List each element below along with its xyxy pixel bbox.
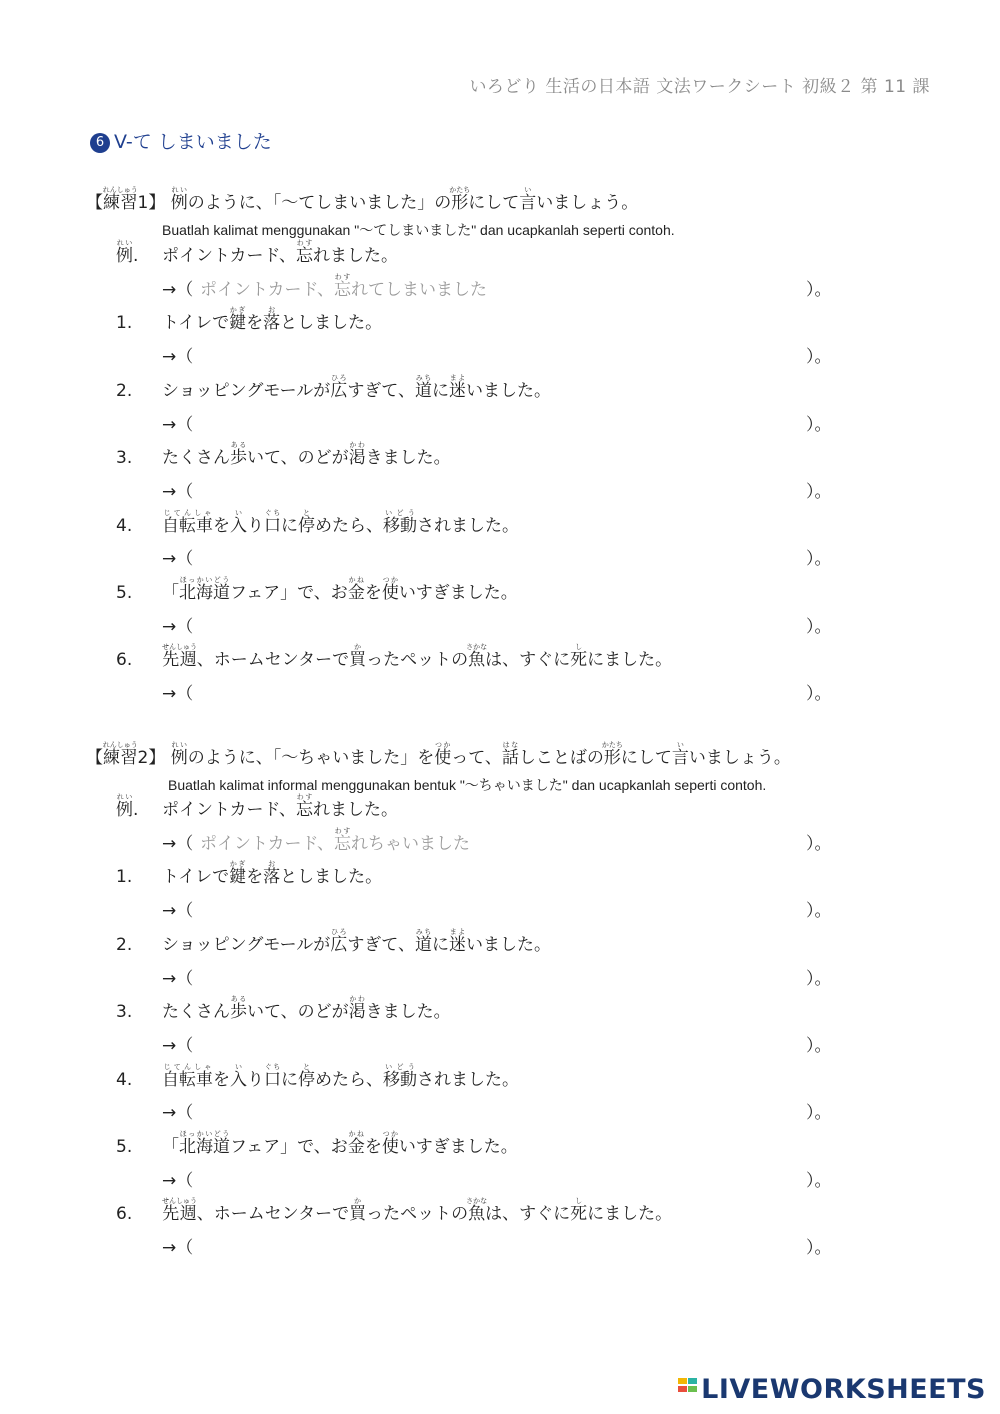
question-sentence: 先週せんしゅう、ホームセンターで買かったペットの魚さかなは、すぐに死しにました。 (162, 1197, 673, 1225)
question-sentence: トイレで鍵かぎを落おとしました。 (162, 860, 383, 888)
example-answer: ポイントカード、忘わすれてしまいました (200, 272, 487, 300)
exercise2-answer-row-1 (0, 893, 1000, 923)
exercise2-question-3 (0, 994, 1000, 1024)
worksheet-header: いろどり 生活の日本語 文法ワークシート 初級２ 第 11 課 (469, 77, 930, 97)
arrow-open: →（ (162, 1238, 194, 1259)
question-number: 1. (116, 867, 133, 888)
liveworksheets-logo: LIVEWORKSHEETS (678, 1374, 986, 1405)
question-sentence: 自転車じてんしゃを入いり口ぐちに停とめたら、移動いどうされました。 (162, 508, 519, 536)
exercise1-answer-row-5 (0, 609, 1000, 639)
exercise1-question-5 (0, 575, 1000, 605)
answer-blank[interactable] (200, 415, 790, 435)
exercise1-answer-row-1 (0, 339, 1000, 369)
question-number: 6. (116, 650, 133, 671)
section-number-badge: 6 (90, 133, 110, 153)
close-paren: ）。 (806, 1238, 832, 1259)
close-paren: ）。 (806, 1170, 832, 1191)
question-sentence: ショッピングモールが広ひろすぎて、道みちに迷まよいました。 (162, 927, 551, 955)
exercise1-answer-row-3 (0, 474, 1000, 504)
answer-blank[interactable] (200, 969, 790, 989)
question-number: 6. (116, 1204, 133, 1225)
exercise1-subtitle: Buatlah kalimat menggunakan "～てしまいました" dan ucapkanlah seperti contoh. (162, 222, 675, 238)
exercise1-example-answer-row (0, 272, 1000, 302)
exercise2-question-2 (0, 927, 1000, 957)
arrow-open: →（ (162, 549, 194, 570)
example-label: 例れい. (116, 793, 139, 820)
arrow-open: →（ (162, 684, 194, 705)
exercise1-question-1 (0, 305, 1000, 335)
question-number: 4. (116, 1069, 133, 1090)
close-paren: ）。 (806, 549, 832, 570)
question-number: 2. (116, 380, 133, 401)
close-paren: ）。 (806, 968, 832, 989)
exercise1-question-6 (0, 642, 1000, 672)
arrow-open: →（ (162, 833, 194, 854)
example-sentence: ポイントカード、忘わすれました。 (162, 239, 398, 266)
section-title (90, 127, 272, 154)
question-number: 1. (116, 313, 133, 334)
arrow-open: →（ (162, 1035, 194, 1056)
exercise2-answer-row-5 (0, 1163, 1000, 1193)
question-number: 5. (116, 1137, 133, 1157)
answer-blank[interactable] (200, 549, 790, 569)
exercise2-subtitle: Buatlah kalimat informal menggunakan bentuk "～ちゃいました" dan ucapkanlah seperti contoh. (168, 777, 767, 793)
close-paren: ）。 (806, 1103, 832, 1124)
answer-blank[interactable] (200, 1103, 790, 1123)
answer-blank[interactable] (200, 1171, 790, 1191)
exercise1-question-4 (0, 508, 1000, 538)
exercise2-answer-row-3 (0, 1028, 1000, 1058)
question-number: 4. (116, 515, 133, 536)
question-sentence: 「北海道ほっかいどうフェア」で、お金かねを使つかいすぎました。 (162, 576, 518, 603)
question-sentence: 先週せんしゅう、ホームセンターで買かったペットの魚さかなは、すぐに死しにました。 (162, 643, 673, 671)
exercise2-question-1 (0, 859, 1000, 889)
answer-blank[interactable] (200, 1036, 790, 1056)
exercise2-answer-row-6 (0, 1230, 1000, 1260)
example-label: 例れい. (116, 239, 139, 266)
arrow-open: →（ (162, 1103, 194, 1124)
example-sentence: ポイントカード、忘わすれました。 (162, 793, 398, 820)
question-number: 3. (116, 448, 133, 469)
close-paren: ）。 (806, 481, 832, 502)
answer-blank[interactable] (200, 482, 790, 502)
close-paren: ）。 (806, 1035, 832, 1056)
logo-blocks-icon (678, 1378, 698, 1400)
exercise2-question-5 (0, 1129, 1000, 1159)
exercise2-question-4 (0, 1062, 1000, 1092)
question-sentence: たくさん歩あるいて、のどが渇かわきました。 (162, 441, 451, 469)
arrow-open: →（ (162, 279, 194, 300)
exercise1-answer-row-6 (0, 676, 1000, 706)
exercise2-answer-row-4 (0, 1095, 1000, 1125)
answer-blank[interactable] (200, 1238, 790, 1258)
arrow-open: →（ (162, 414, 194, 435)
answer-blank[interactable] (200, 901, 790, 921)
question-number: 5. (116, 583, 133, 603)
close-paren: ）。 (806, 901, 832, 922)
close-paren: ）。 (806, 616, 832, 637)
close-paren: ）。 (806, 347, 832, 368)
question-number: 2. (116, 934, 133, 955)
exercise2-answer-row-2 (0, 961, 1000, 991)
question-sentence: トイレで鍵かぎを落おとしました。 (162, 306, 383, 334)
close-paren: ）。 (806, 833, 832, 854)
exercise1-question-2 (0, 373, 1000, 403)
exercise1-answer-row-4 (0, 541, 1000, 571)
close-paren: ）。 (806, 684, 832, 705)
exercise2-example-answer-row (0, 826, 1000, 856)
exercise1-instruction: 【練習れんしゅう1】 例れいのように、「～てしまいました」の形かたちにして言いいましょう。 (86, 186, 639, 213)
example-answer: ポイントカード、忘わすれちゃいました (200, 826, 470, 854)
arrow-open: →（ (162, 968, 194, 989)
section-title-text: V-て しまいました (114, 131, 272, 153)
arrow-open: →（ (162, 1170, 194, 1191)
exercise2-example-row (0, 792, 1000, 822)
answer-blank[interactable] (200, 617, 790, 637)
question-sentence: ショッピングモールが広ひろすぎて、道みちに迷まよいました。 (162, 373, 551, 401)
exercise2-instruction: 【練習れんしゅう2】 例れいのように、「～ちゃいました」を使つかって、話はなしことばの形かたちにして言いいましょう。 (86, 741, 791, 768)
arrow-open: →（ (162, 616, 194, 637)
answer-blank[interactable] (200, 347, 790, 367)
question-sentence: 自転車じてんしゃを入いり口ぐちに停とめたら、移動いどうされました。 (162, 1062, 519, 1090)
question-number: 3. (116, 1002, 133, 1023)
exercise1-question-3 (0, 440, 1000, 470)
exercise2-question-6 (0, 1196, 1000, 1226)
question-sentence: たくさん歩あるいて、のどが渇かわきました。 (162, 995, 451, 1023)
question-sentence: 「北海道ほっかいどうフェア」で、お金かねを使つかいすぎました。 (162, 1130, 518, 1157)
answer-blank[interactable] (200, 684, 790, 704)
arrow-open: →（ (162, 901, 194, 922)
close-paren: ）。 (806, 279, 832, 300)
exercise1-example-row (0, 238, 1000, 268)
arrow-open: →（ (162, 347, 194, 368)
close-paren: ）。 (806, 414, 832, 435)
exercise1-answer-row-2 (0, 407, 1000, 437)
arrow-open: →（ (162, 481, 194, 502)
